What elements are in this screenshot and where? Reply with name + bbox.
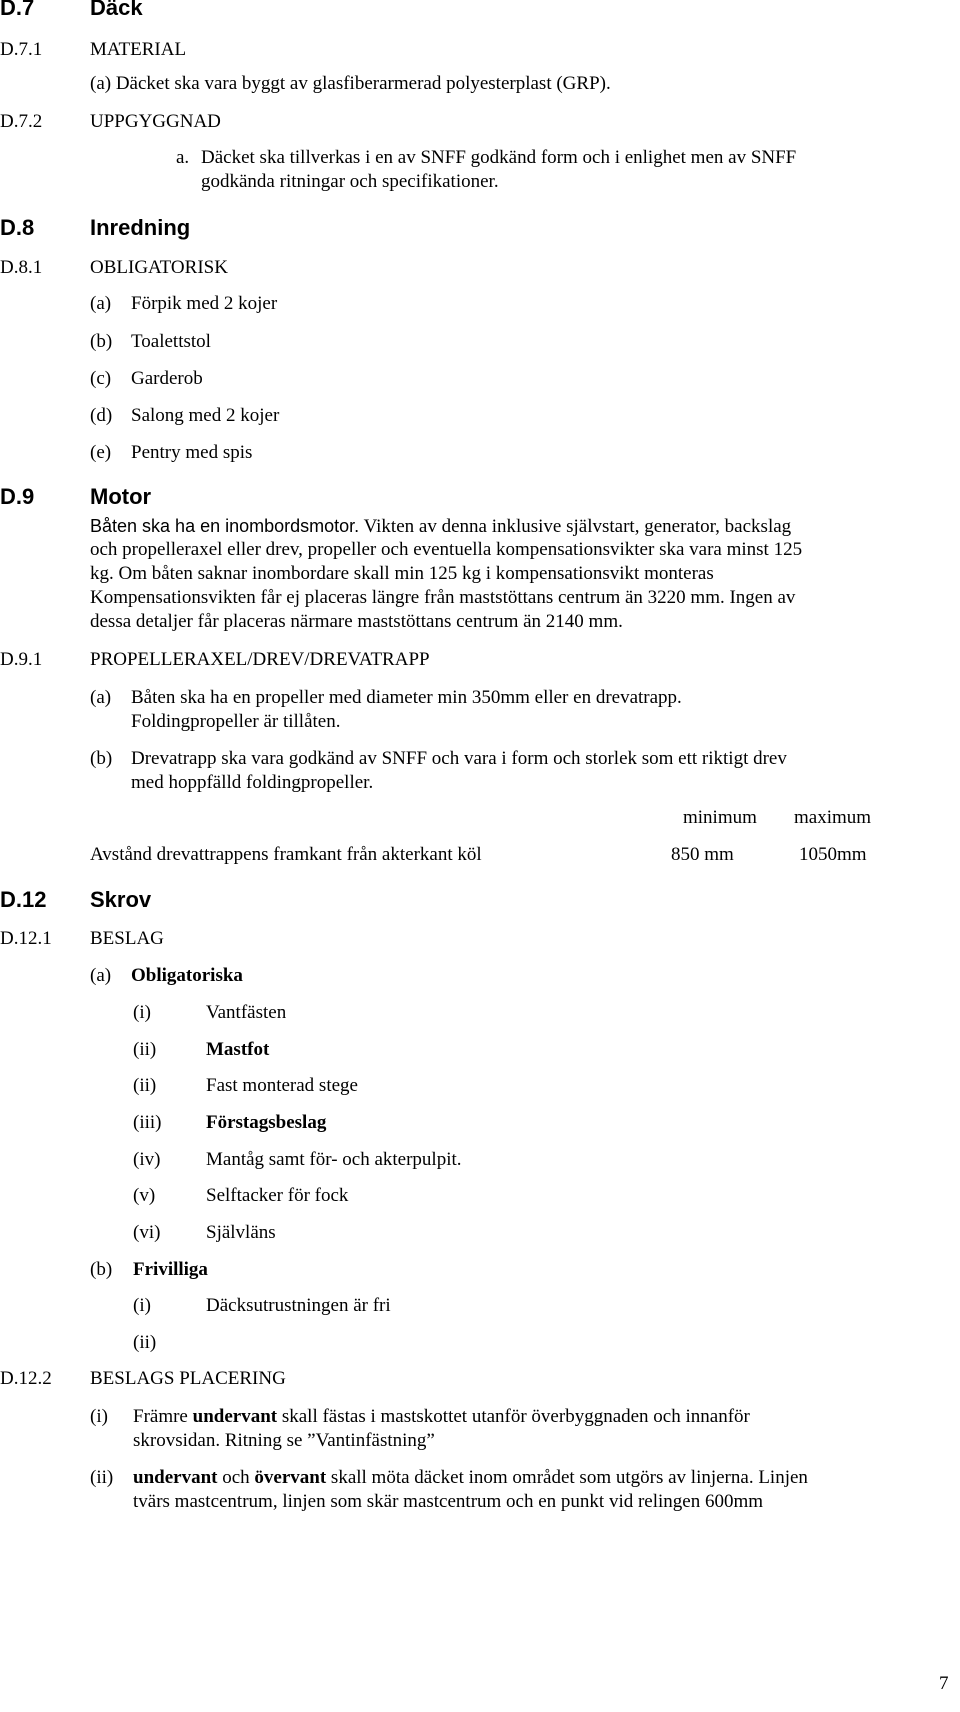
table-header-minimum: minimum [683,807,757,828]
list-marker: (c) [90,368,112,389]
list-marker: (a) [90,687,112,708]
bold-term: övervant [254,1467,327,1488]
motor-paragraph-line: dessa detaljer får placeras närmare maststöttans centrum än 2140 mm. [90,611,623,632]
section-number-d8: D.8 [0,215,35,240]
motor-paragraph-line: Kompensationsvikten får ej placeras längre från maststöttans centrum än 3220 mm. Ingen av [90,587,796,608]
subsection-title-d7-1: MATERIAL [90,39,187,60]
list-marker: (iii) [133,1112,162,1133]
paragraph-line: Däcket ska tillverkas i en av SNFF godkänd form och i enlighet men av SNFF [201,147,797,168]
section-number-d7: D.7 [0,0,35,20]
paragraph-line: Drevatrapp ska vara godkänd av SNFF och vara i form och storlek som ett riktigt drev [131,748,787,769]
motor-intro: Båten ska ha en inombordsmotor. [90,516,360,536]
list-marker: (i) [133,1295,151,1316]
list-marker: (ii) [133,1039,157,1060]
text-run: och [217,1467,255,1488]
subsection-title-d7-2: UPPGYGGNAD [90,111,221,132]
bold-term: undervant [192,1406,278,1427]
list-item: Selftacker för fock [206,1185,349,1206]
section-title-d12: Skrov [90,887,152,912]
list-item: Förpik med 2 kojer [131,293,278,314]
list-marker: (a) [90,965,112,986]
motor-text: Vikten av denna inklusive självstart, generator, backslag [363,516,792,537]
table-header-maximum: maximum [794,807,872,828]
list-marker: a. [176,147,190,168]
list-item: Garderob [131,368,203,389]
list-item: Salong med 2 kojer [131,405,280,426]
subsection-number-d7-1: D.7.1 [0,39,43,60]
list-marker: (v) [133,1185,156,1206]
list-heading-obligatoriska: Obligatoriska [131,965,243,986]
bold-term: undervant [133,1467,218,1488]
list-item: Vantfästen [206,1002,287,1023]
list-marker: (ii) [133,1075,157,1096]
subsection-title-d12-1: BESLAG [90,928,164,949]
subsection-title-d12-2: BESLAGS PLACERING [90,1368,286,1389]
paragraph-line [133,1466,808,1490]
paragraph-line: Foldingpropeller är tillåten. [131,711,341,732]
section-number-d9: D.9 [0,484,35,509]
section-title-d9: Motor [90,484,152,509]
list-item: Fast monterad stege [206,1075,358,1096]
list-item: Självläns [206,1222,276,1243]
motor-paragraph-line: och propelleraxel eller drev, propeller och eventuella kompensationsvikter ska vara minst 125 [90,539,803,560]
text-run: Främre [133,1406,193,1427]
list-marker: (b) [90,331,113,352]
list-marker: (i) [133,1002,151,1023]
list-item: Däcksutrustningen är fri [206,1295,391,1316]
text-run: skall möta däcket inom området som utgörs av linjerna. Linjen [326,1467,808,1488]
list-item: Toalettstol [131,331,211,352]
motor-paragraph-line: kg. Om båten saknar inombordare skall min 125 kg i kompensationsvikt monteras [90,563,714,584]
subsection-title-d9-1: PROPELLERAXEL/DREV/DREVATRAPP [90,649,430,670]
subsection-number-d7-2: D.7.2 [0,111,43,132]
material-text: (a) Däcket ska vara byggt av glasfiberarmerad polyesterplast (GRP). [90,73,611,94]
paragraph-line: godkända ritningar och specifikationer. [201,171,499,192]
list-item: Mastfot [206,1039,270,1060]
list-marker: (d) [90,405,113,426]
list-heading-frivilliga: Frivilliga [133,1259,208,1280]
list-item: Förstagsbeslag [206,1112,327,1133]
list-marker: (ii) [133,1332,157,1353]
table-row-label: Avstånd drevattrappens framkant från akterkant köl [90,844,482,865]
list-item: Mantåg samt för- och akterpulpit. [206,1149,462,1170]
paragraph-line: Båten ska ha en propeller med diameter min 350mm eller en drevatrapp. [131,687,682,708]
subsection-number-d9-1: D.9.1 [0,649,43,670]
section-title-d7: Däck [90,0,143,20]
paragraph-line [133,1405,750,1429]
paragraph-line: skrovsidan. Ritning se ”Vantinfästning” [133,1430,435,1451]
paragraph-line: med hoppfälld foldingpropeller. [131,772,374,793]
section-number-d12: D.12 [0,887,47,912]
list-marker: (iv) [133,1149,161,1170]
page-number: 7 [939,1673,949,1694]
list-marker: (i) [90,1406,108,1427]
text-run: skall fästas i mastskottet utanför överbyggnaden och innanför [277,1406,750,1427]
subsection-number-d12-1: D.12.1 [0,928,52,949]
list-marker: (e) [90,442,112,463]
list-marker: (b) [90,748,113,769]
subsection-number-d12-2: D.12.2 [0,1368,52,1389]
list-marker: (vi) [133,1222,161,1243]
list-item: Pentry med spis [131,442,253,463]
list-marker: (b) [90,1259,113,1280]
motor-paragraph-line [90,514,791,539]
table-cell-max: 1050mm [799,844,867,865]
subsection-number-d8-1: D.8.1 [0,257,43,278]
section-title-d8: Inredning [90,215,191,240]
paragraph-line: tvärs mastcentrum, linjen som skär mastcentrum och en punkt vid relingen 600mm [133,1491,764,1512]
table-cell-min: 850 mm [671,844,734,865]
list-marker: (a) [90,293,112,314]
list-marker: (ii) [90,1467,114,1488]
subsection-title-d8-1: OBLIGATORISK [90,257,228,278]
